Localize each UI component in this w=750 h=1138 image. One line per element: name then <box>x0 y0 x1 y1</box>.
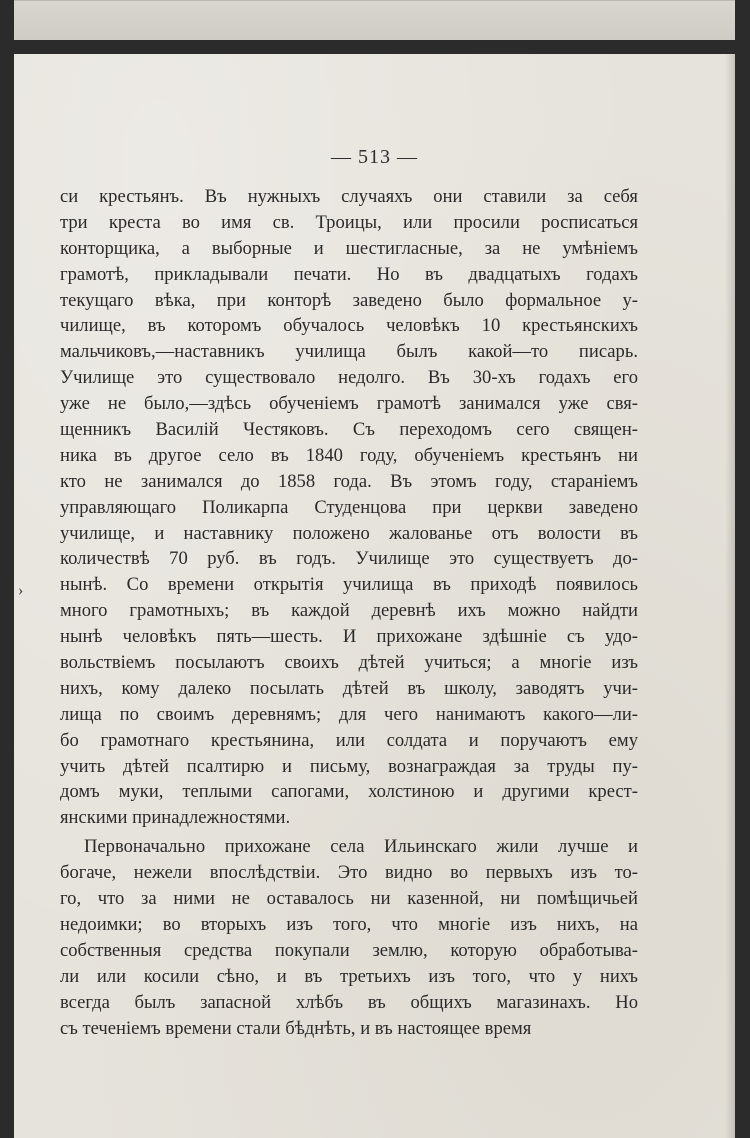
text-line: нихъ, кому далеко посылать дѣтей въ школу, заводятъ учи- <box>60 677 638 699</box>
text-line: домъ муки, теплыми сапогами, холстиною и другими крест- <box>60 781 638 803</box>
text-line: всегда былъ запасной хлѣбъ въ общихъ магазинахъ. Но <box>60 991 638 1013</box>
text-line: Первоначально прихожане села Ильинскаго жили лучше и <box>84 836 638 858</box>
text-line: собственныя средства покупали землю, которую обработыва- <box>60 939 638 961</box>
text-line: си крестьянъ. Въ нужныхъ случаяхъ они ставили за себя <box>60 186 638 207</box>
text-line: съ теченіемъ времени стали бѣднѣть, и въ настоящее время <box>60 1017 532 1039</box>
text-line: чилище, въ которомъ обучалось человѣкъ 10 крестьянскихъ <box>60 315 638 337</box>
paragraph-1 <box>60 184 638 831</box>
text-line: недоимки; во вторыхъ изъ того, что многіе изъ нихъ, на <box>60 913 638 935</box>
text-line: вольствіемъ посылаютъ своихъ дѣтей учиться; а многіе изъ <box>60 652 638 674</box>
text-line: уже не было,—здѣсь обученіемъ грамотѣ занимался уже свя- <box>60 393 638 415</box>
text-line: ли или косили сѣно, и въ третьихъ изъ того, что у нихъ <box>60 965 638 987</box>
text-line: Училище это существовало недолго. Въ 30-хъ годахъ его <box>60 367 638 389</box>
text-line: бо грамотнаго крестьянина, или солдата и поручаютъ ему <box>60 729 638 751</box>
text-line: лища по своимъ деревнямъ; для чего нанимаютъ какого—ли- <box>60 703 638 725</box>
text-line: мальчиковъ,—наставникъ училища былъ какой—то писарь. <box>60 341 638 363</box>
text-line: щенникъ Василій Честяковъ. Съ переходомъ сего священ- <box>60 419 638 441</box>
text-line: управляющаго Поликарпа Студенцова при церкви заведено <box>60 496 638 518</box>
paragraph-2 <box>60 834 638 1041</box>
text-line: нынѣ. Со времени открытія училища въ приходѣ появилось <box>60 574 638 596</box>
text-line: училище, и наставнику положено жалованье отъ волости въ <box>60 522 638 544</box>
text-line: много грамотныхъ; въ каждой деревнѣ ихъ можно найдти <box>60 600 638 622</box>
text-line: учить дѣтей псалтирю и письму, вознаграждая за труды пу- <box>60 755 638 777</box>
text-line: ника въ другое село въ 1840 году, обученіемъ крестьянъ ни <box>60 444 638 466</box>
text-line: текущаго вѣка, при конторѣ заведено было формальное у- <box>60 289 638 311</box>
text-line: го, что за ними не оставалось ни казенной, ни помѣщичьей <box>60 888 638 910</box>
text-line: грамотѣ, прикладывали печати. Но въ двадцатыхъ годахъ <box>60 263 638 285</box>
text-line: кто не занимался до 1858 года. Въ этомъ году, стараніемъ <box>60 470 638 492</box>
page-edge-shadow <box>725 54 735 1138</box>
margin-mark: › <box>18 582 24 599</box>
text-line: количествѣ 70 руб. въ годъ. Училище это существуетъ до- <box>60 548 638 570</box>
text-line: богаче, нежели впослѣдствіи. Это видно во первыхъ изъ то- <box>60 862 638 884</box>
text-line: конторщика, а выборные и шестигласные, за не умѣніемъ <box>60 237 638 259</box>
text-line: три креста во имя св. Троицы, или просили росписаться <box>60 211 638 233</box>
book-page <box>14 54 735 1138</box>
text-line: нынѣ человѣкъ пять—шесть. И прихожане здѣшніе съ удо- <box>60 626 638 648</box>
text-line: янскими принадлежностями. <box>60 807 291 829</box>
page-number: — 513 — <box>331 146 418 168</box>
body-text <box>60 184 638 1041</box>
previous-page-edge <box>14 0 735 40</box>
